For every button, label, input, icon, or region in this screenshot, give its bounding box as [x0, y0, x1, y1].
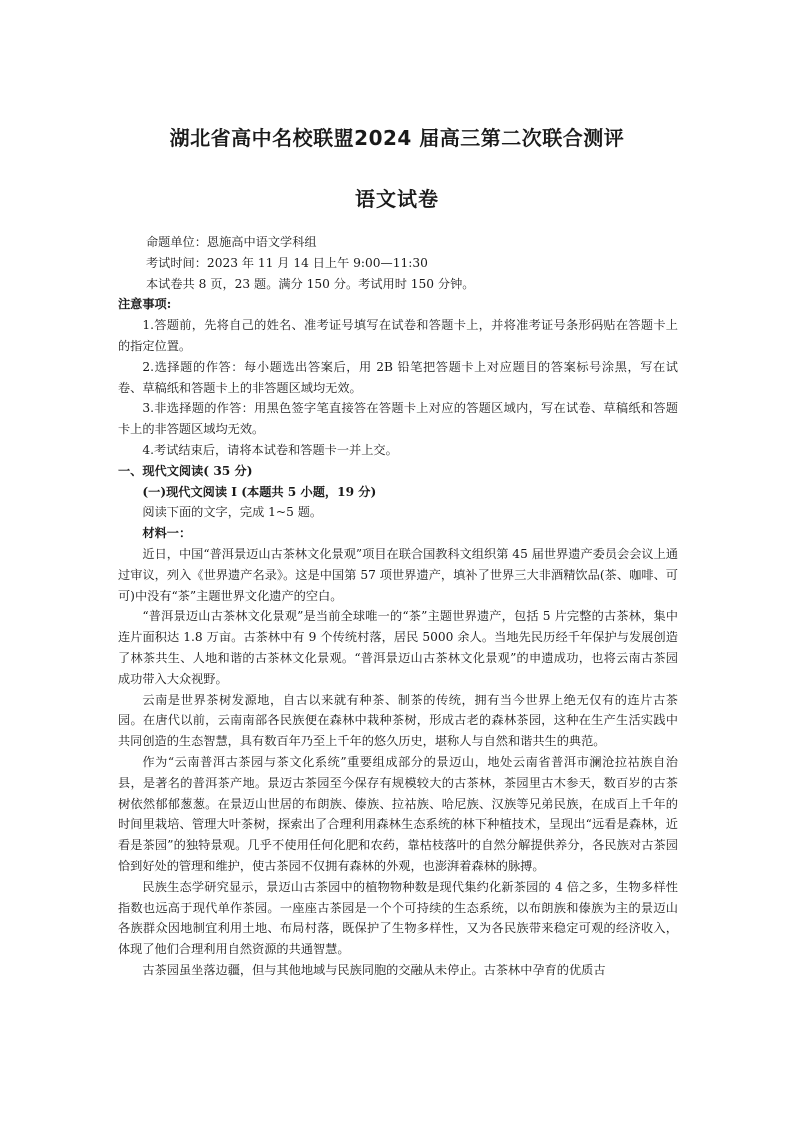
- note-item: 3.非选择题的作答：用黑色签字笔直接答在答题卡上对应的答题区域内，写在试卷、草稿纸和答题卡上的非答题区域均无效。: [118, 401, 678, 437]
- passage-paragraph: “普洱景迈山古茶林文化景观”是当前全球唯一的“茶”主题世界遗产，包括 5 片完整的古茶林，集中连片面积达 1.8 万亩。古茶林中有 9 个传统村落，居民 5000 余人。当地先民历经千年保护与发展创造了林茶共生、人地和谐的古茶林文化景观。“普洱景迈山古茶林文化景观”的申遗成功，也将云南古茶园成功带入大众视野。: [118, 609, 678, 686]
- meta-info: 本试卷共 8 页，23 题。满分 150 分。考试用时 150 分钟。: [146, 276, 475, 291]
- passage-paragraph: 古茶园虽坐落边疆，但与其他地域与民族同胞的交融从未停止。古茶林中孕育的优质古: [142, 962, 606, 977]
- material-label: 材料一：: [142, 526, 192, 541]
- exam-title: 湖北省高中名校联盟2024 届高三第二次联合测评: [169, 126, 625, 150]
- note-item: 4.考试结束后，请将本试卷和答题卡一并上交。: [142, 442, 398, 457]
- section-heading: 一、现代文阅读( 35 分): [118, 463, 253, 478]
- subsection-heading: (一)现代文阅读 I (本题共 5 小题，19 分): [142, 484, 377, 499]
- meta-time: 考试时间：2023 年 11 月 14 日上午 9:00—11:30: [146, 255, 428, 270]
- passage-paragraph: 作为“云南普洱古茶园与茶文化系统”重要组成部分的景迈山，地处云南省普洱市澜沧拉祜族自治县，是著名的普洱茶产地。景迈古茶园至今保存有规模较大的古茶林，茶园里古木参天，数百岁的古茶树依然郁郁葱葱。在景迈山世居的布朗族、傣族、拉祜族、哈尼族、汉族等兄弟民族，在成百上千年的时间里栽培、管理大叶茶树，探索出了合理利用森林生态系统的林下种植技术，呈现出“远看是森林，近看是茶园”的独特景观。几乎不使用任何化肥和农药，靠枯枝落叶的自然分解提供养分，各民族对古茶园恰到好处的管理和维护，使古茶园不仅拥有森林的外观，也澎湃着森林的脉搏。: [118, 754, 678, 873]
- meta-author: 命题单位：恩施高中语文学科组: [146, 235, 317, 249]
- passage-paragraph: 云南是世界茶树发源地，自古以来就有种茶、制茶的传统，拥有当今世界上绝无仅有的连片古茶园。在唐代以前，云南南部各民族便在森林中栽种茶树，形成古老的森林茶园，这种在生产生活实践中共同创造的生态智慧，具有数百年乃至上千年的悠久历史，堪称人与自然和谐共生的典范。: [118, 692, 678, 749]
- exam-subtitle: 语文试卷: [355, 187, 439, 211]
- notes-heading: 注意事项:: [118, 297, 172, 312]
- note-item: 2.选择题的作答：每小题选出答案后，用 2B 铅笔把答题卡上对应题目的答案标号涂黑，写在试卷、草稿纸和答题卡上的非答题区域均无效。: [118, 359, 678, 395]
- instruction: 阅读下面的文字，完成 1~5 题。: [142, 505, 323, 520]
- exam-content: [118, 232, 678, 981]
- passage-paragraph: 近日，中国“普洱景迈山古茶林文化景观”项目在联合国教科文组织第 45 届世界遗产委员会会议上通过审议，列入《世界遗产名录》。这是中国第 57 项世界遗产，填补了世界三大非酒精饮品(茶、咖啡、可可)中没有“茶”主题世界文化遗产的空白。: [118, 546, 678, 603]
- passage-paragraph: 民族生态学研究显示，景迈山古茶园中的植物物种数是现代集约化新茶园的 4 倍之多，生物多样性指数也远高于现代单作茶园。一座座古茶园是一个个可持续的生态系统，以布朗族和傣族为主的景迈山各族群众因地制宜利用土地、布局村落，既保护了生物多样性，又为各民族带来稳定可观的经济收入，体现了他们合理利用自然资源的共通智慧。: [118, 879, 678, 957]
- note-item: 1.答题前，先将自己的姓名、准考证号填写在试卷和答题卡上，并将准考证号条形码贴在答题卡上的指定位置。: [118, 318, 678, 353]
